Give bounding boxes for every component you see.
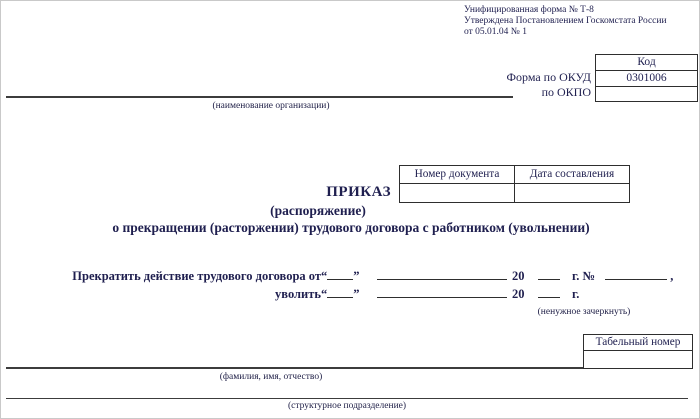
dismiss-label: уволить [275, 286, 321, 301]
code-header-cell: Код [637, 56, 656, 68]
okud-code-cell: 0301006 [596, 70, 697, 86]
organization-name-line [6, 96, 513, 98]
year-prefix-row2: 20 [512, 286, 525, 301]
number-field-row1 [572, 269, 673, 284]
personnel-number-header: Табельный номер [584, 335, 692, 351]
terminate-contract-label: Прекратить действие трудового договора от [72, 269, 321, 283]
number-blank-line [605, 269, 667, 280]
document-title: ПРИКАЗ [326, 184, 391, 200]
close-quote: ” [353, 286, 360, 301]
day-field-row1 [321, 269, 369, 284]
personnel-number-table [583, 334, 693, 369]
approval-block [464, 5, 696, 38]
day-field-row2 [321, 287, 369, 302]
month-blank-line-row2 [377, 287, 507, 298]
doc-number-header: Номер документа [400, 166, 515, 184]
structural-unit-caption: (структурное подразделение) [287, 401, 407, 411]
personnel-number-cell [584, 351, 692, 368]
body-fill-in-block [6, 269, 673, 304]
year-blank-line-row1 [538, 269, 560, 280]
year-blank-line-row2 [538, 287, 560, 298]
okpo-code-cell [596, 86, 697, 101]
year-prefix-row1: 20 [512, 269, 525, 283]
doc-date-header: Дата составления [515, 166, 629, 184]
trailing-comma: , [670, 269, 674, 283]
doc-number-cell [400, 184, 515, 202]
okpo-label: по ОКПО [541, 85, 591, 99]
code-table [595, 54, 698, 102]
open-quote: “ [321, 286, 328, 301]
document-subtitle: (распоряжение) [270, 203, 366, 218]
organization-name-caption: (наименование организации) [212, 101, 330, 111]
doc-date-cell [515, 184, 629, 202]
day-blank-line-row2 [327, 287, 353, 298]
approval-date-line: от 05.01.04 № 1 [464, 27, 527, 37]
strike-out-note: (ненужное зачеркнуть) [537, 307, 631, 317]
document-number-table [399, 165, 630, 203]
structural-unit-line [6, 397, 688, 399]
year-field-row1 [538, 269, 572, 284]
month-blank-line-row1 [377, 269, 507, 280]
year-field-row2 [538, 287, 572, 302]
day-blank-line-row1 [327, 269, 353, 280]
employee-name-line [6, 367, 583, 369]
form-type-line: Унифицированная форма № Т-8 [464, 5, 594, 15]
year-suffix-row2: г. [572, 286, 580, 301]
open-quote: “ [321, 269, 328, 283]
year-number-label: г. № [572, 269, 596, 283]
okud-label: Форма по ОКУД [506, 70, 591, 84]
employee-name-caption: (фамилия, имя, отчество) [219, 372, 323, 382]
close-quote: ” [353, 269, 360, 283]
month-field-row1 [369, 269, 512, 284]
approved-by-line: Утверждена Постановлением Госкомстата России [464, 16, 667, 26]
month-field-row2 [369, 287, 512, 302]
document-subject: о прекращении (расторжении) трудового договора с работником (увольнении) [112, 220, 590, 235]
